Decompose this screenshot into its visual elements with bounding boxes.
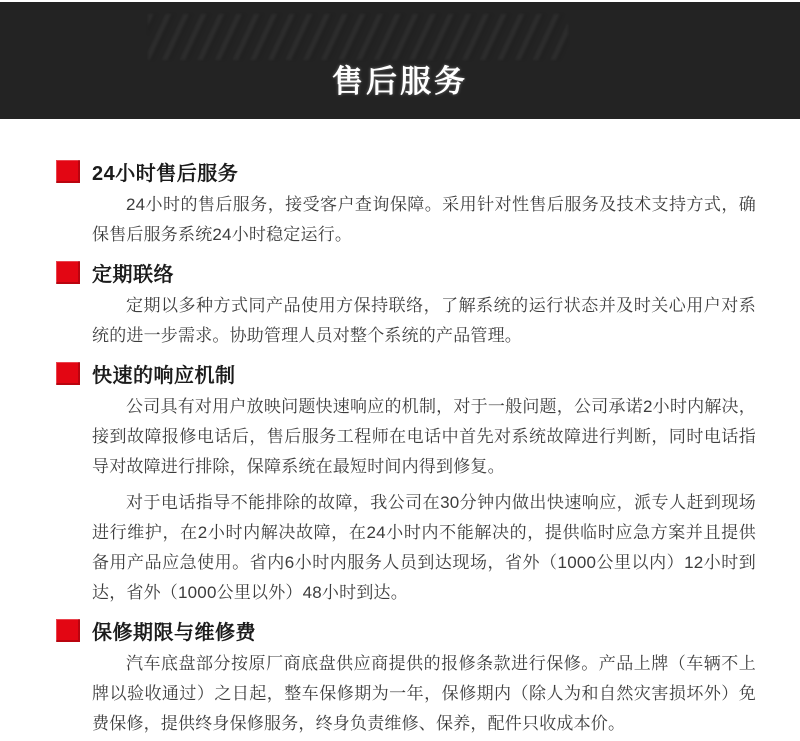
section-heading-row <box>56 157 756 186</box>
section-fast-response <box>56 359 756 608</box>
section-paragraph: 对于电话指导不能排除的故障，我公司在30分钟内做出快速响应，派专人赶到现场进行维护，在2小时内解决故障，在24小时内不能解决的，提供临时应急方案并且提供备用产品应急使用。省内6小时内服务人员到达现场，省外（1000公里以内）12小时到达，省外（1000公里以外）48小时到达。 <box>92 493 756 602</box>
section-heading-row <box>56 258 756 287</box>
section-paragraph: 汽车底盘部分按原厂商底盘供应商提供的报修条款进行保修。产品上牌（车辆不上牌以验收通过）之日起，整车保修期为一年，保修期内（除人为和自然灾害损坏外）免费保修，提供终身保修服务，终身负责维修、保养，配件只收成本价。 <box>92 654 756 733</box>
red-square-bullet-icon <box>56 160 80 183</box>
section-heading: 快速的响应机制 <box>92 365 236 387</box>
header-watermark <box>148 14 568 60</box>
section-warranty-fees <box>56 616 756 739</box>
section-paragraph: 定期以多种方式同产品使用方保持联络，了解系统的运行状态并及时关心用户对系统的进一步需求。协助管理人员对整个系统的产品管理。 <box>92 296 756 345</box>
page-title: 售后服务 <box>332 64 468 99</box>
red-square-bullet-icon <box>56 261 80 284</box>
page-header <box>0 2 800 119</box>
section-24h-service <box>56 157 756 250</box>
section-heading: 保修期限与维修费 <box>92 622 256 644</box>
section-paragraph: 24小时的售后服务，接受客户查询保障。采用针对性售后服务及技术支持方式，确保售后服务系统24小时稳定运行。 <box>92 195 756 244</box>
section-heading: 定期联络 <box>92 264 174 286</box>
content-area <box>0 119 800 739</box>
section-paragraph: 公司具有对用户放映问题快速响应的机制，对于一般问题，公司承诺2小时内解决，接到故障报修电话后，售后服务工程师在电话中首先对系统故障进行判断，同时电话指导对故障进行排除，保障系统在最短时间内得到修复。 <box>92 397 756 476</box>
section-heading: 24小时售后服务 <box>92 163 239 185</box>
section-regular-contact <box>56 258 756 351</box>
red-square-bullet-icon <box>56 619 80 642</box>
section-heading-row <box>56 359 756 388</box>
red-square-bullet-icon <box>56 362 80 385</box>
section-heading-row <box>56 616 756 645</box>
